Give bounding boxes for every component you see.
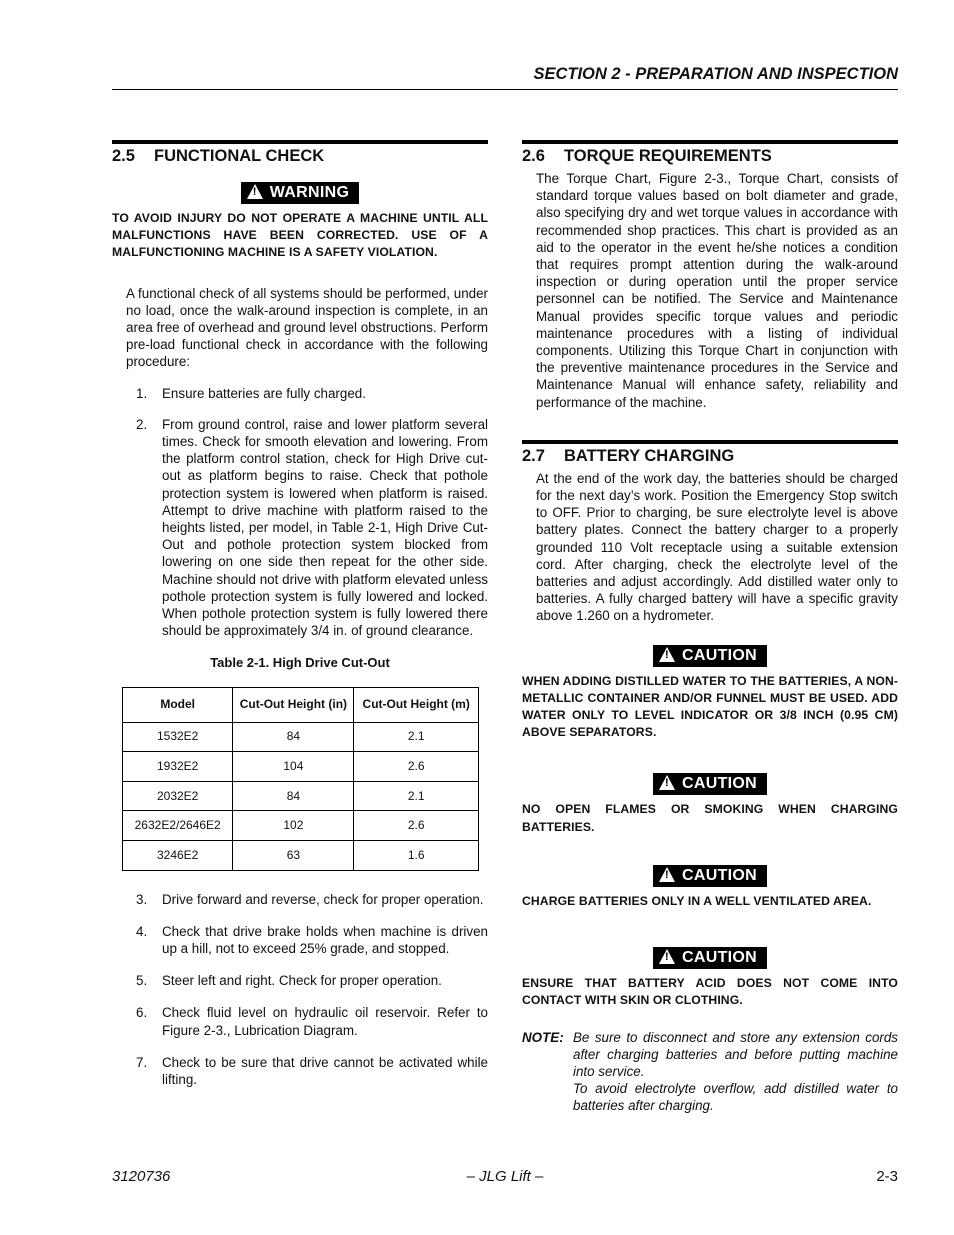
alert-triangle-icon: ! [247,184,263,199]
heading-title: TORQUE REQUIREMENTS [564,147,772,165]
table-cell: 84 [233,781,354,811]
note-line: Be sure to disconnect and store any extension cords after charging batteries and before putting machine into service. [573,1029,898,1079]
column-header: Cut-Out Height (m) [354,687,479,722]
step-number: 1. [136,385,148,401]
table-cell: 1.6 [354,841,479,871]
table-cell: 2.6 [354,752,479,782]
page-number: 2-3 [876,1168,898,1185]
heading-functional-check [112,140,488,168]
caution-banner-wrap [522,947,898,969]
table-cell: 3246E2 [123,841,233,871]
step-text: Steer left and right. Check for proper operation. [162,973,442,989]
left-column [112,140,488,1088]
page-header [112,64,898,90]
caution-banner-wrap [522,865,898,887]
step-number: 3. [136,891,148,907]
heading-title: FUNCTIONAL CHECK [154,147,325,165]
caution-list [522,645,898,1010]
step-number: 2. [136,416,148,432]
table-cell: 63 [233,841,354,871]
table-row [123,722,479,752]
step-number: 5. [136,973,148,989]
caution-banner [653,865,767,887]
step-text: Ensure batteries are fully charged. [162,385,366,401]
heading-battery [522,440,898,468]
step-item [136,416,488,640]
note-label: NOTE: [522,1029,564,1045]
doc-number: 3120736 [112,1168,171,1185]
step-item [136,1004,488,1038]
caution-text: NO OPEN FLAMES OR SMOKING WHEN CHARGING BATTERIES. [522,802,898,834]
table-cell: 1932E2 [123,752,233,782]
heading-number: 2.7 [522,446,545,465]
caution-label: CAUTION [682,646,757,664]
alert-triangle-icon: ! [659,647,675,662]
table-title: Table 2-1. High Drive Cut-Out [210,655,390,671]
caution-banner [653,947,767,969]
table-cell: 2032E2 [123,781,233,811]
steps-list-b [136,891,488,1089]
heading-torque [522,140,898,168]
caution-banner-wrap [522,773,898,795]
caution-text: WHEN ADDING DISTILLED WATER TO THE BATTERIES, A NON-METALLIC CONTAINER AND/OR FUNNEL MUST BE USED. ADD WATER ONLY TO LEVEL INDICATOR OR 3/8 INCH (0.95 CM) ABOVE SEPARATORS. [522,673,898,740]
battery-note [522,1029,898,1115]
footer-center: – JLG Lift – [466,1168,544,1185]
step-text: Drive forward and reverse, check for proper operation. [162,891,484,907]
warning-text: TO AVOID INJURY DO NOT OPERATE A MACHINE UNTIL ALL MALFUNCTIONS HAVE BEEN CORRECTED. USE OF A MALFUNCTIONING MACHINE IS A SAFETY VIOLATION. [112,211,488,260]
table-row [123,752,479,782]
table-header-row [123,687,479,722]
table-cell: 102 [233,811,354,841]
step-item [136,385,488,402]
alert-triangle-icon: ! [659,949,675,964]
alert-triangle-icon: ! [659,867,675,882]
caution-text: CHARGE BATTERIES ONLY IN A WELL VENTILATED AREA. [522,893,872,908]
warning-banner-wrap [112,182,488,204]
step-text: Check to be sure that drive cannot be activated while lifting. [162,1054,488,1088]
step-text: From ground control, raise and lower platform several times. Check for smooth elevation and lowering. From the platform control station, check for High Drive cut-out as platform begins to raise. Check that pothole protection system is lowered when platform is raised. Attempt to drive machine with platform raised to the heights listed, per model, in Table 2-1, High Drive Cut-Out and pothole protection system blocked from lowering on one side then repeat for the other side. Machine should not drive with platform elevated unless pothole protection system is fully lowered and locked. When pothole protection system is fully lowered there should be approximately 3/4 in. of ground clearance. [162,416,488,639]
table-cell: 2632E2/2646E2 [123,811,233,841]
right-column [522,140,898,1115]
alert-triangle-icon: ! [659,775,675,790]
warning-label: WARNING [269,184,350,201]
torque-body: The Torque Chart, Figure 2-3., Torque Chart, consists of standard torque values based on bolt diameter and grade, also specifying dry and wet torque values in accordance with recommended shop practices. This chart is provided as an aid to the operator in the event he/she notices a condition that requires prompt attention during the walk-around inspection or during operation until the proper service personnel can be notified. The Service and Maintenance Manual provides specific torque values and periodic maintenance procedures with a listing of individual components. Utilizing this Torque Chart in conjunction with the preventive maintenance procedures in the Service and Maintenance Manual will enhance safety, reliability and performance of the machine. [536,171,898,410]
table-body [123,722,479,870]
step-item [136,1054,488,1088]
table-cell: 1532E2 [123,722,233,752]
heading-title: BATTERY CHARGING [564,446,735,465]
caution-banner [653,645,767,667]
table-cell: 2.6 [354,811,479,841]
table-row [123,781,479,811]
heading-number: 2.6 [522,147,545,165]
caution-banner [653,773,767,795]
caution-text: ENSURE THAT BATTERY ACID DOES NOT COME INTO CONTACT WITH SKIN OR CLOTHING. [522,976,898,1008]
step-text: Check that drive brake holds when machine is driven up a hill, not to exceed 25% grade, and stopped. [162,923,488,957]
steps-list-a [136,385,488,640]
caution-label: CAUTION [682,949,757,967]
step-number: 7. [136,1054,148,1070]
step-text: Check fluid level on hydraulic oil reservoir. Refer to Figure 2-3., Lubrication Diagram. [162,1005,488,1038]
step-item [136,923,488,957]
step-item [136,972,488,989]
heading-number: 2.5 [112,147,135,165]
caution-label: CAUTION [682,775,757,793]
column-header: Model [123,687,233,722]
table-cell: 2.1 [354,781,479,811]
step-number: 4. [136,923,148,939]
caution-banner-wrap [522,645,898,667]
column-header: Cut-Out Height (in) [233,687,354,722]
step-item [136,891,488,908]
high-drive-cutout-table [122,687,479,871]
note-line: To avoid electrolyte overflow, add distilled water to batteries after charging. [573,1081,898,1114]
functional-check-intro: A functional check of all systems should be performed, under no load, once the walk-around inspection is complete, in an area free of overhead and ground level obstructions. Perform pre-load functional check in accordance with the following procedure: [126,285,488,370]
table-cell: 84 [233,722,354,752]
caution-label: CAUTION [682,866,757,884]
step-number: 6. [136,1005,148,1021]
table-cell: 2.1 [354,722,479,752]
section-title: SECTION 2 - PREPARATION AND INSPECTION [533,65,898,83]
battery-body: At the end of the work day, the batteries should be charged for the next day’s work. Position the Emergency Stop switch to OFF. Prior to charging, be sure electrolyte level is above battery plates. Connect the battery charger to a properly grounded 110 Volt receptacle using a suitable extension cord. After charging, check the electrolyte level of the batteries and adjust accordingly. Add distilled water only to batteries. A fully charged battery will have a specific gravity above 1.260 on a hydrometer. [536,470,898,624]
table-cell: 104 [233,752,354,782]
table-row [123,811,479,841]
warning-banner [241,182,359,204]
table-row [123,841,479,871]
